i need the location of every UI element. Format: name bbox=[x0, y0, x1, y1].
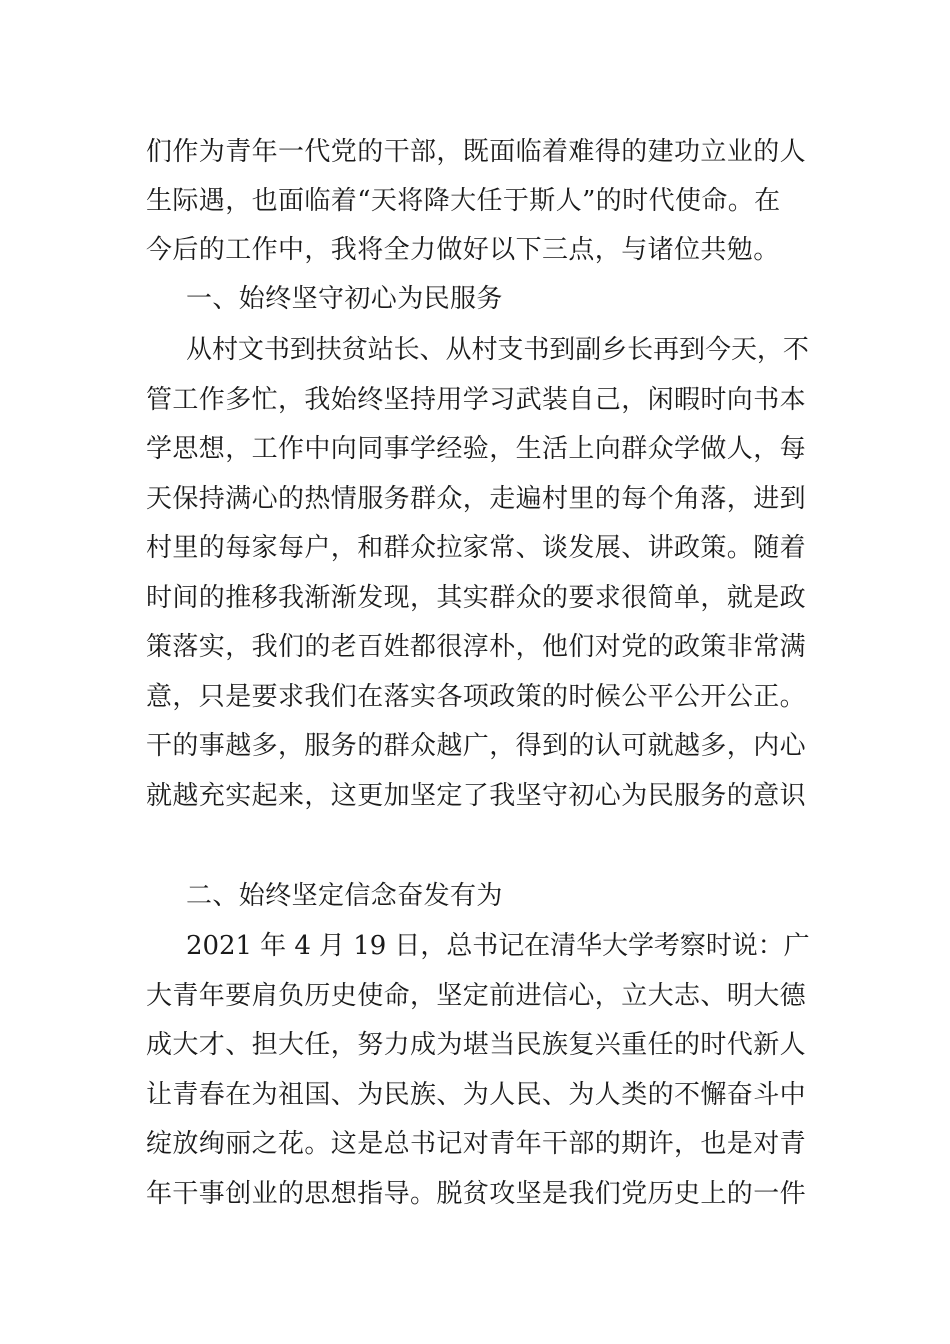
section-heading-2: 二、始终坚定信念奋发有为 bbox=[186, 881, 503, 911]
body-text-line: 今后的工作中，我将全力做好以下三点，与诸位共勉。 bbox=[146, 235, 780, 265]
body-text-line: 就越充实起来，这更加坚定了我坚守初心为民服务的意识 bbox=[146, 781, 807, 811]
body-text-line: 从村文书到扶贫站长、从村支书到副乡长再到今天，不 bbox=[186, 335, 809, 365]
body-text-line: 管工作多忙，我始终坚持用学习武装自己，闲暇时向书本 bbox=[146, 385, 807, 415]
body-text-line: 让青春在为祖国、为民族、为人民、为人类的不懈奋斗中 bbox=[146, 1080, 807, 1110]
body-text-line: 天保持满心的热情服务群众，走遍村里的每个角落，进到 bbox=[146, 484, 807, 514]
body-text-line: 学思想，工作中向同事学经验，生活上向群众学做人，每 bbox=[146, 434, 807, 464]
body-text-line: 时间的推移我渐渐发现，其实群众的要求很简单，就是政 bbox=[146, 583, 807, 613]
body-text-line: 绽放绚丽之花。这是总书记对青年干部的期许，也是对青 bbox=[146, 1129, 807, 1159]
body-text-line: 大青年要肩负历史使命，坚定前进信心，立大志、明大德 bbox=[146, 981, 807, 1011]
body-text-line: 成大才、担大任，努力成为堪当民族复兴重任的时代新人 bbox=[146, 1030, 807, 1060]
body-text-line: 村里的每家每户，和群众拉家常、谈发展、讲政策。随着 bbox=[146, 533, 807, 563]
section-heading-1: 一、始终坚守初心为民服务 bbox=[186, 284, 503, 314]
body-text-line: 策落实，我们的老百姓都很淳朴，他们对党的政策非常满 bbox=[146, 632, 807, 662]
body-text-line: 2021 年 4 月 19 日，总书记在清华大学考察时说：广 bbox=[186, 931, 810, 961]
body-text-line: 意，只是要求我们在落实各项政策的时候公平公开公正。 bbox=[146, 682, 807, 712]
body-text-line: 们作为青年一代党的干部，既面临着难得的建功立业的人 bbox=[146, 137, 807, 167]
body-text-line: 年干事创业的思想指导。脱贫攻坚是我们党历史上的一件 bbox=[146, 1179, 807, 1209]
body-text-line: 干的事越多，服务的群众越广，得到的认可就越多，内心 bbox=[146, 731, 807, 761]
body-text-line: 生际遇，也面临着“天将降大任于斯人”的时代使命。在 bbox=[146, 186, 781, 216]
